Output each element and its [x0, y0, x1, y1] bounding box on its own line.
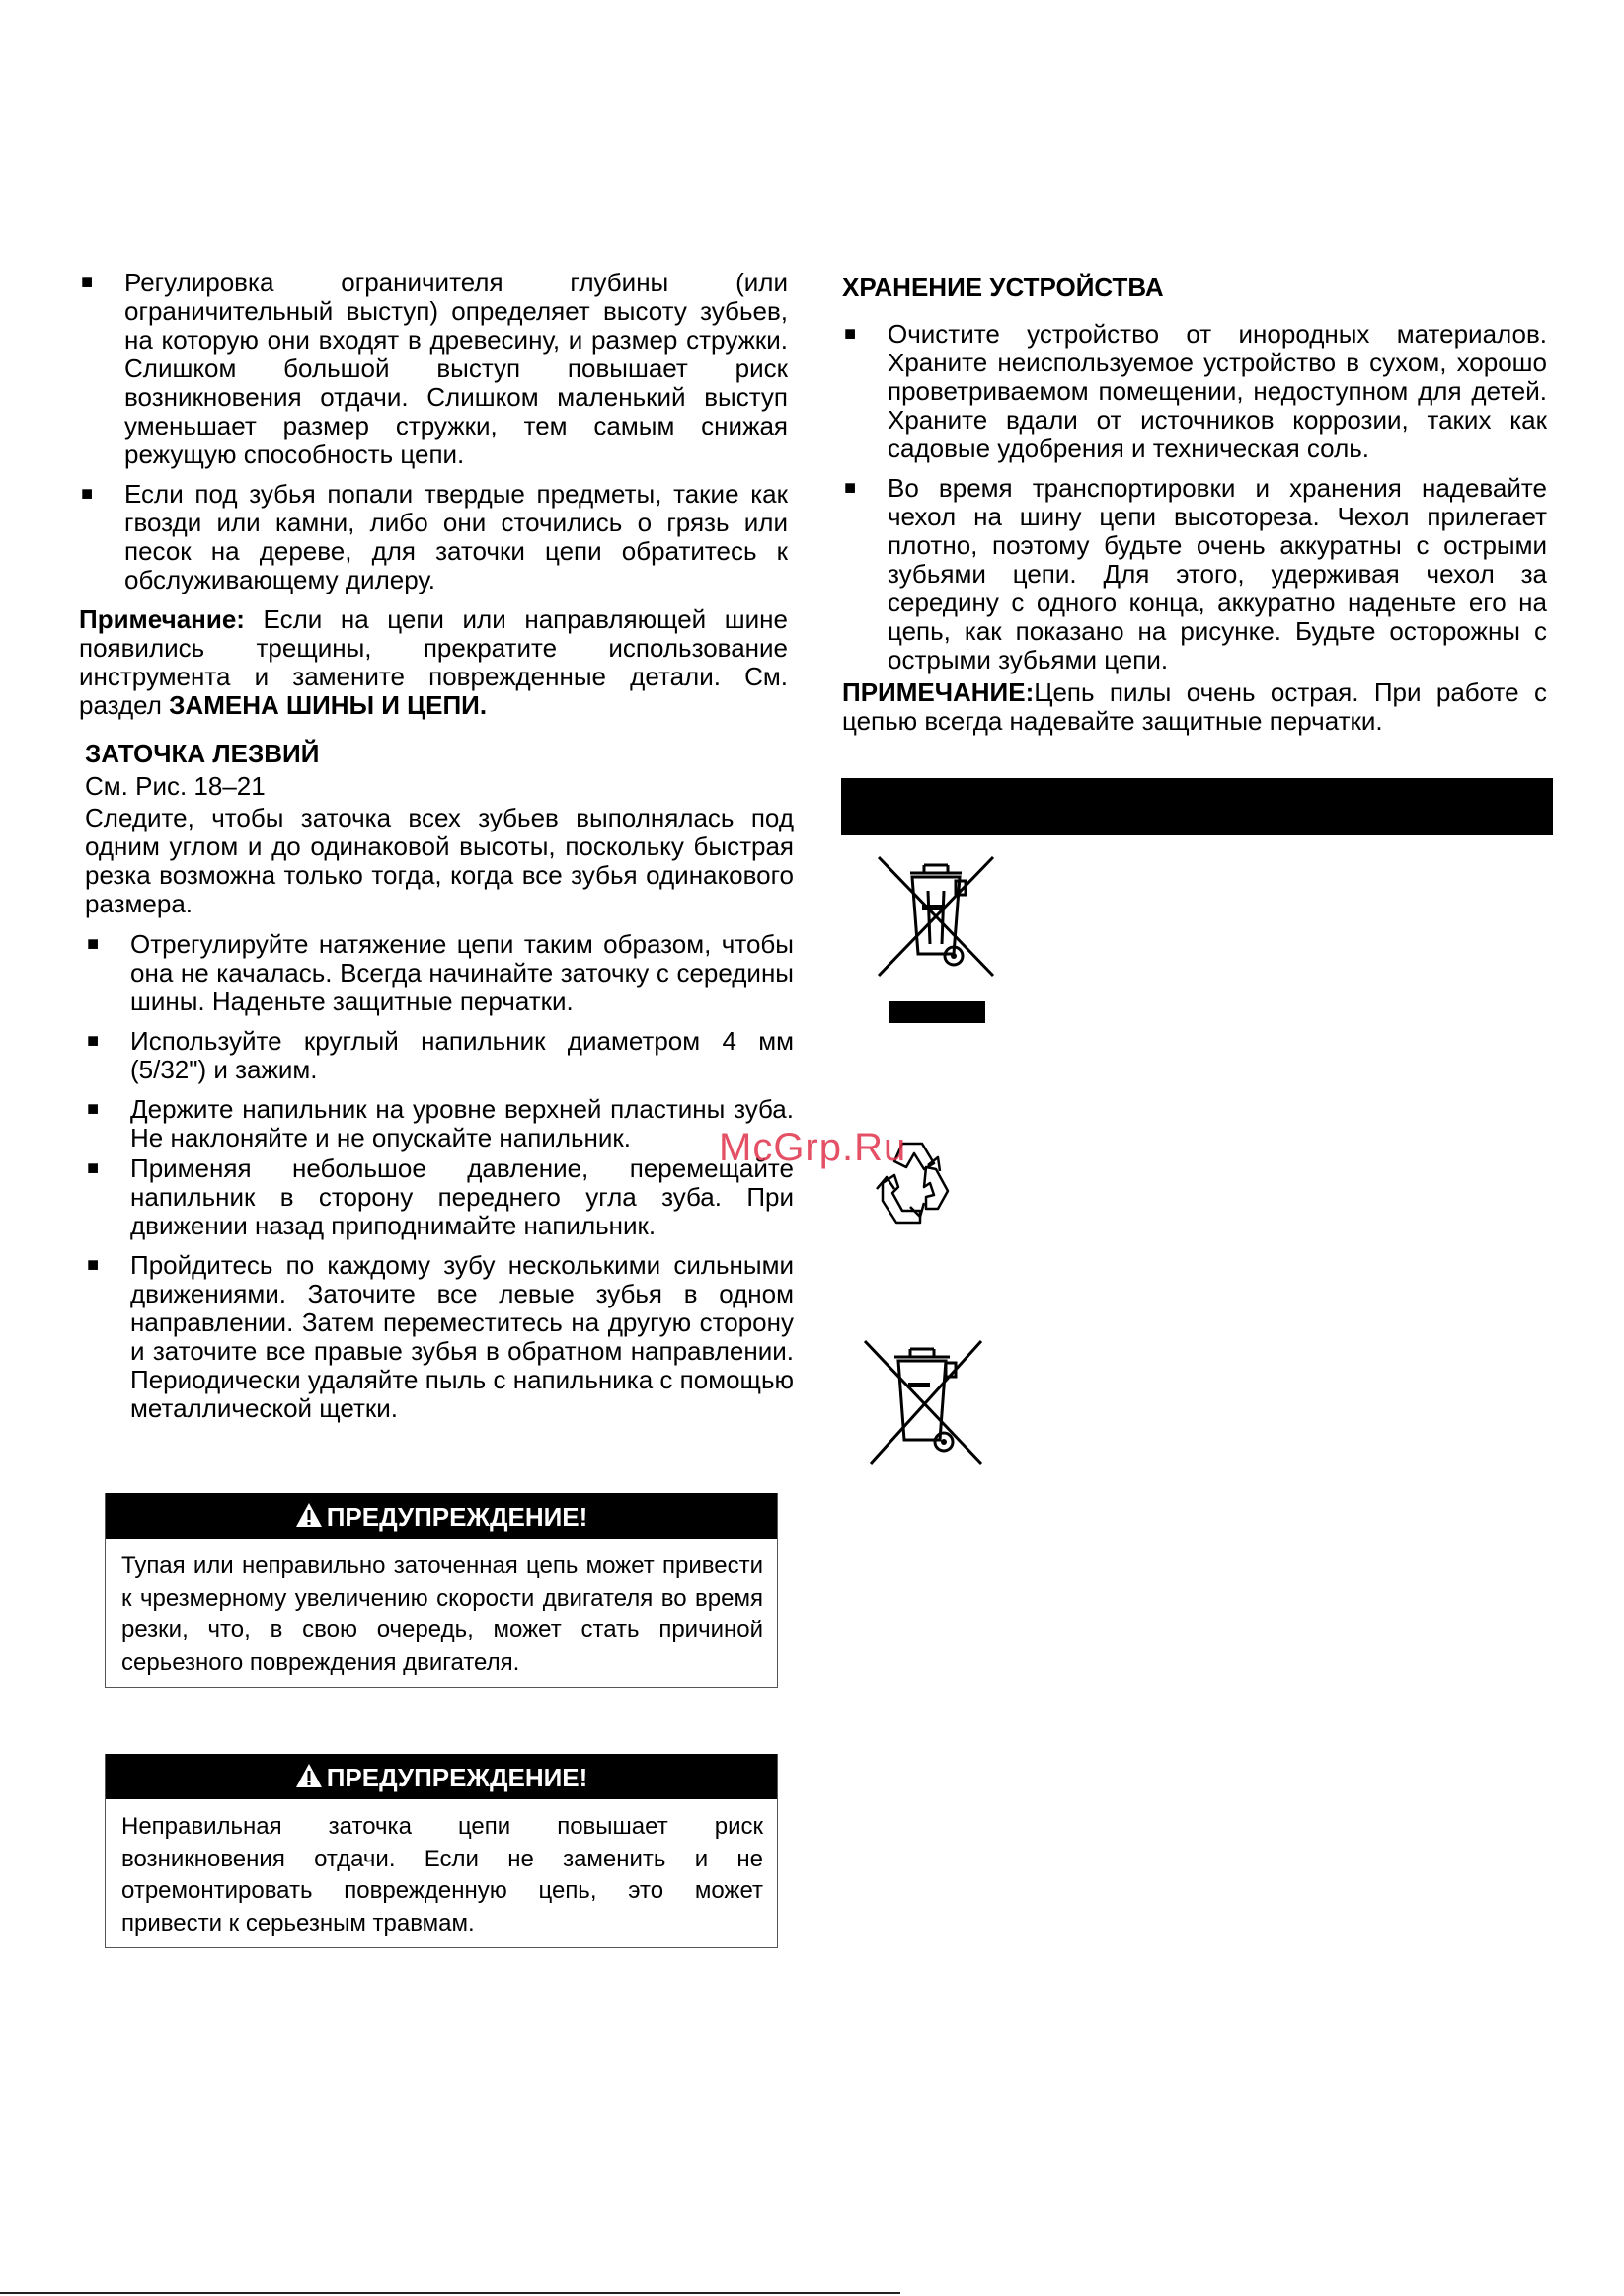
warning-title: ПРЕДУПРЕЖДЕНИЕ! [326, 1763, 588, 1792]
list-item: ■ Во время транспортировки и хранения надевайте чехол на шину цепи высотореза. Чехол прилегает плотно, поэтому будьте очень аккуратны с острыми зубьями цепи. Для этого, удерживая чехол за середину с одного конца, аккуратно наденьте его на цепь, как показано на рисунке. Будьте осторожны с острыми зубьями цепи. [844, 473, 1547, 674]
sharpening-section [85, 739, 794, 1434]
bullet-marker: ■ [81, 483, 94, 505]
figure-reference: См. Рис. 18–21 [85, 771, 266, 801]
section-header-bar [841, 778, 1553, 835]
sharpening-title: ЗАТОЧКА ЛЕЗВИЙ [85, 739, 320, 768]
bullet-marker: ■ [87, 933, 100, 955]
watermark: McGrp.Ru [719, 1126, 907, 1169]
bullet-marker: ■ [87, 1030, 100, 1052]
list-item: ■ Отрегулируйте натяжение цепи таким образом, чтобы она не качалась. Всегда начинайте заточку с середины шины. Наденьте защитные перчатки. [87, 929, 794, 1016]
list-item: ■ Очистите устройство от инородных материалов. Храните неиспользуемое устройство в сухом, хорошо проветриваемом помещении, недоступном для детей. Храните вдали от источников коррозии, таких как садовые удобрения и техническая соль. [844, 319, 1547, 463]
bullet-marker: ■ [87, 1098, 100, 1120]
left-column-top [79, 269, 788, 720]
storage-section [842, 273, 1547, 736]
storage-note-label: ПРИМЕЧАНИЕ: [842, 677, 1035, 707]
bullet-marker: ■ [87, 1254, 100, 1276]
list-item: ■ Держите напильник на уровне верхней пластины зуба. Не наклоняйте и не опускайте напильник. [87, 1094, 794, 1152]
warning-text: Неправильная заточка цепи повышает риск возникновения отдачи. Если не заменить и не отремонтировать поврежденную цепь, это может привести к серьезным травмам. [121, 1813, 763, 1937]
list-item: ■ Если под зубья попали твердые предметы, такие как гвозди или камни, либо они сточились о грязь или песок на дереве, для заточки цепи обратитесь к обслуживающему дилеру. [81, 479, 788, 594]
warning-box [105, 1754, 778, 1948]
list-item: ■ Применяя небольшое давление, перемещайте напильник в сторону переднего угла зуба. При движении назад приподнимайте напильник. [87, 1153, 794, 1240]
bullet-marker: ■ [87, 1157, 100, 1179]
warning-header [106, 1493, 777, 1539]
list-item: ■ Используйте круглый напильник диаметром 4 мм (5/32") и зажим. [87, 1026, 794, 1084]
bottom-rule [0, 2292, 900, 2294]
bullet-marker: ■ [81, 272, 94, 293]
note-paragraph: Примечание: Если на цепи или направляющей шине появились трещины, прекратите использование инструмента и замените поврежденные детали. См. раздел ЗАМЕНА ШИНЫ И ЦЕПИ. [79, 604, 788, 720]
bullet-marker: ■ [844, 477, 857, 499]
bullet-marker: ■ [844, 323, 857, 345]
crossed-bin-battery-icon [861, 1337, 985, 1467]
storage-note: ПРИМЕЧАНИЕ:Цепь пилы очень острая. При работе с цепью всегда надевайте защитные перчатки. [842, 677, 1547, 736]
note-label: Примечание: [79, 604, 245, 634]
warning-box [105, 1493, 778, 1688]
warning-header [106, 1754, 777, 1799]
list-item: ■ Регулировка ограничителя глубины (или ограничительный выступ) определяет высоту зубьев, на которую они входят в древесину, и размер стружки. Слишком большой выступ повышает риск возникновения отдачи. Слишком маленький выступ уменьшает размер стружки, тем самым снижая режущую способность цепи. [81, 268, 788, 469]
sharpening-intro: Следите, чтобы заточка всех зубьев выполнялась под одним углом и до одинаковой высоты, поскольку быстрая резка возможна только тогда, когда все зубья одинакового размера. [85, 803, 794, 918]
warning-triangle-icon [295, 1763, 323, 1788]
warning-triangle-icon [295, 1502, 323, 1528]
warning-text: Тупая или неправильно заточенная цепь может привести к чрезмерному увеличению скорости двигателя во время резки, что, в свою очередь, может стать причиной серьезного повреждения двигателя. [121, 1552, 763, 1676]
list-item: ■ Пройдитесь по каждому зубу несколькими сильными движениями. Заточите все левые зубья в одном направлении. Затем переместитесь на другую сторону и заточите все правые зубья в обратном направлении. Периодически удаляйте пыль с напильника с помощью металлической щетки. [87, 1250, 794, 1423]
crossed-bin-icon [875, 851, 999, 1029]
note-ref: ЗАМЕНА ШИНЫ И ЦЕПИ [169, 690, 480, 720]
storage-title: ХРАНЕНИЕ УСТРОЙСТВА [842, 273, 1164, 302]
warning-title: ПРЕДУПРЕЖДЕНИЕ! [326, 1502, 588, 1532]
